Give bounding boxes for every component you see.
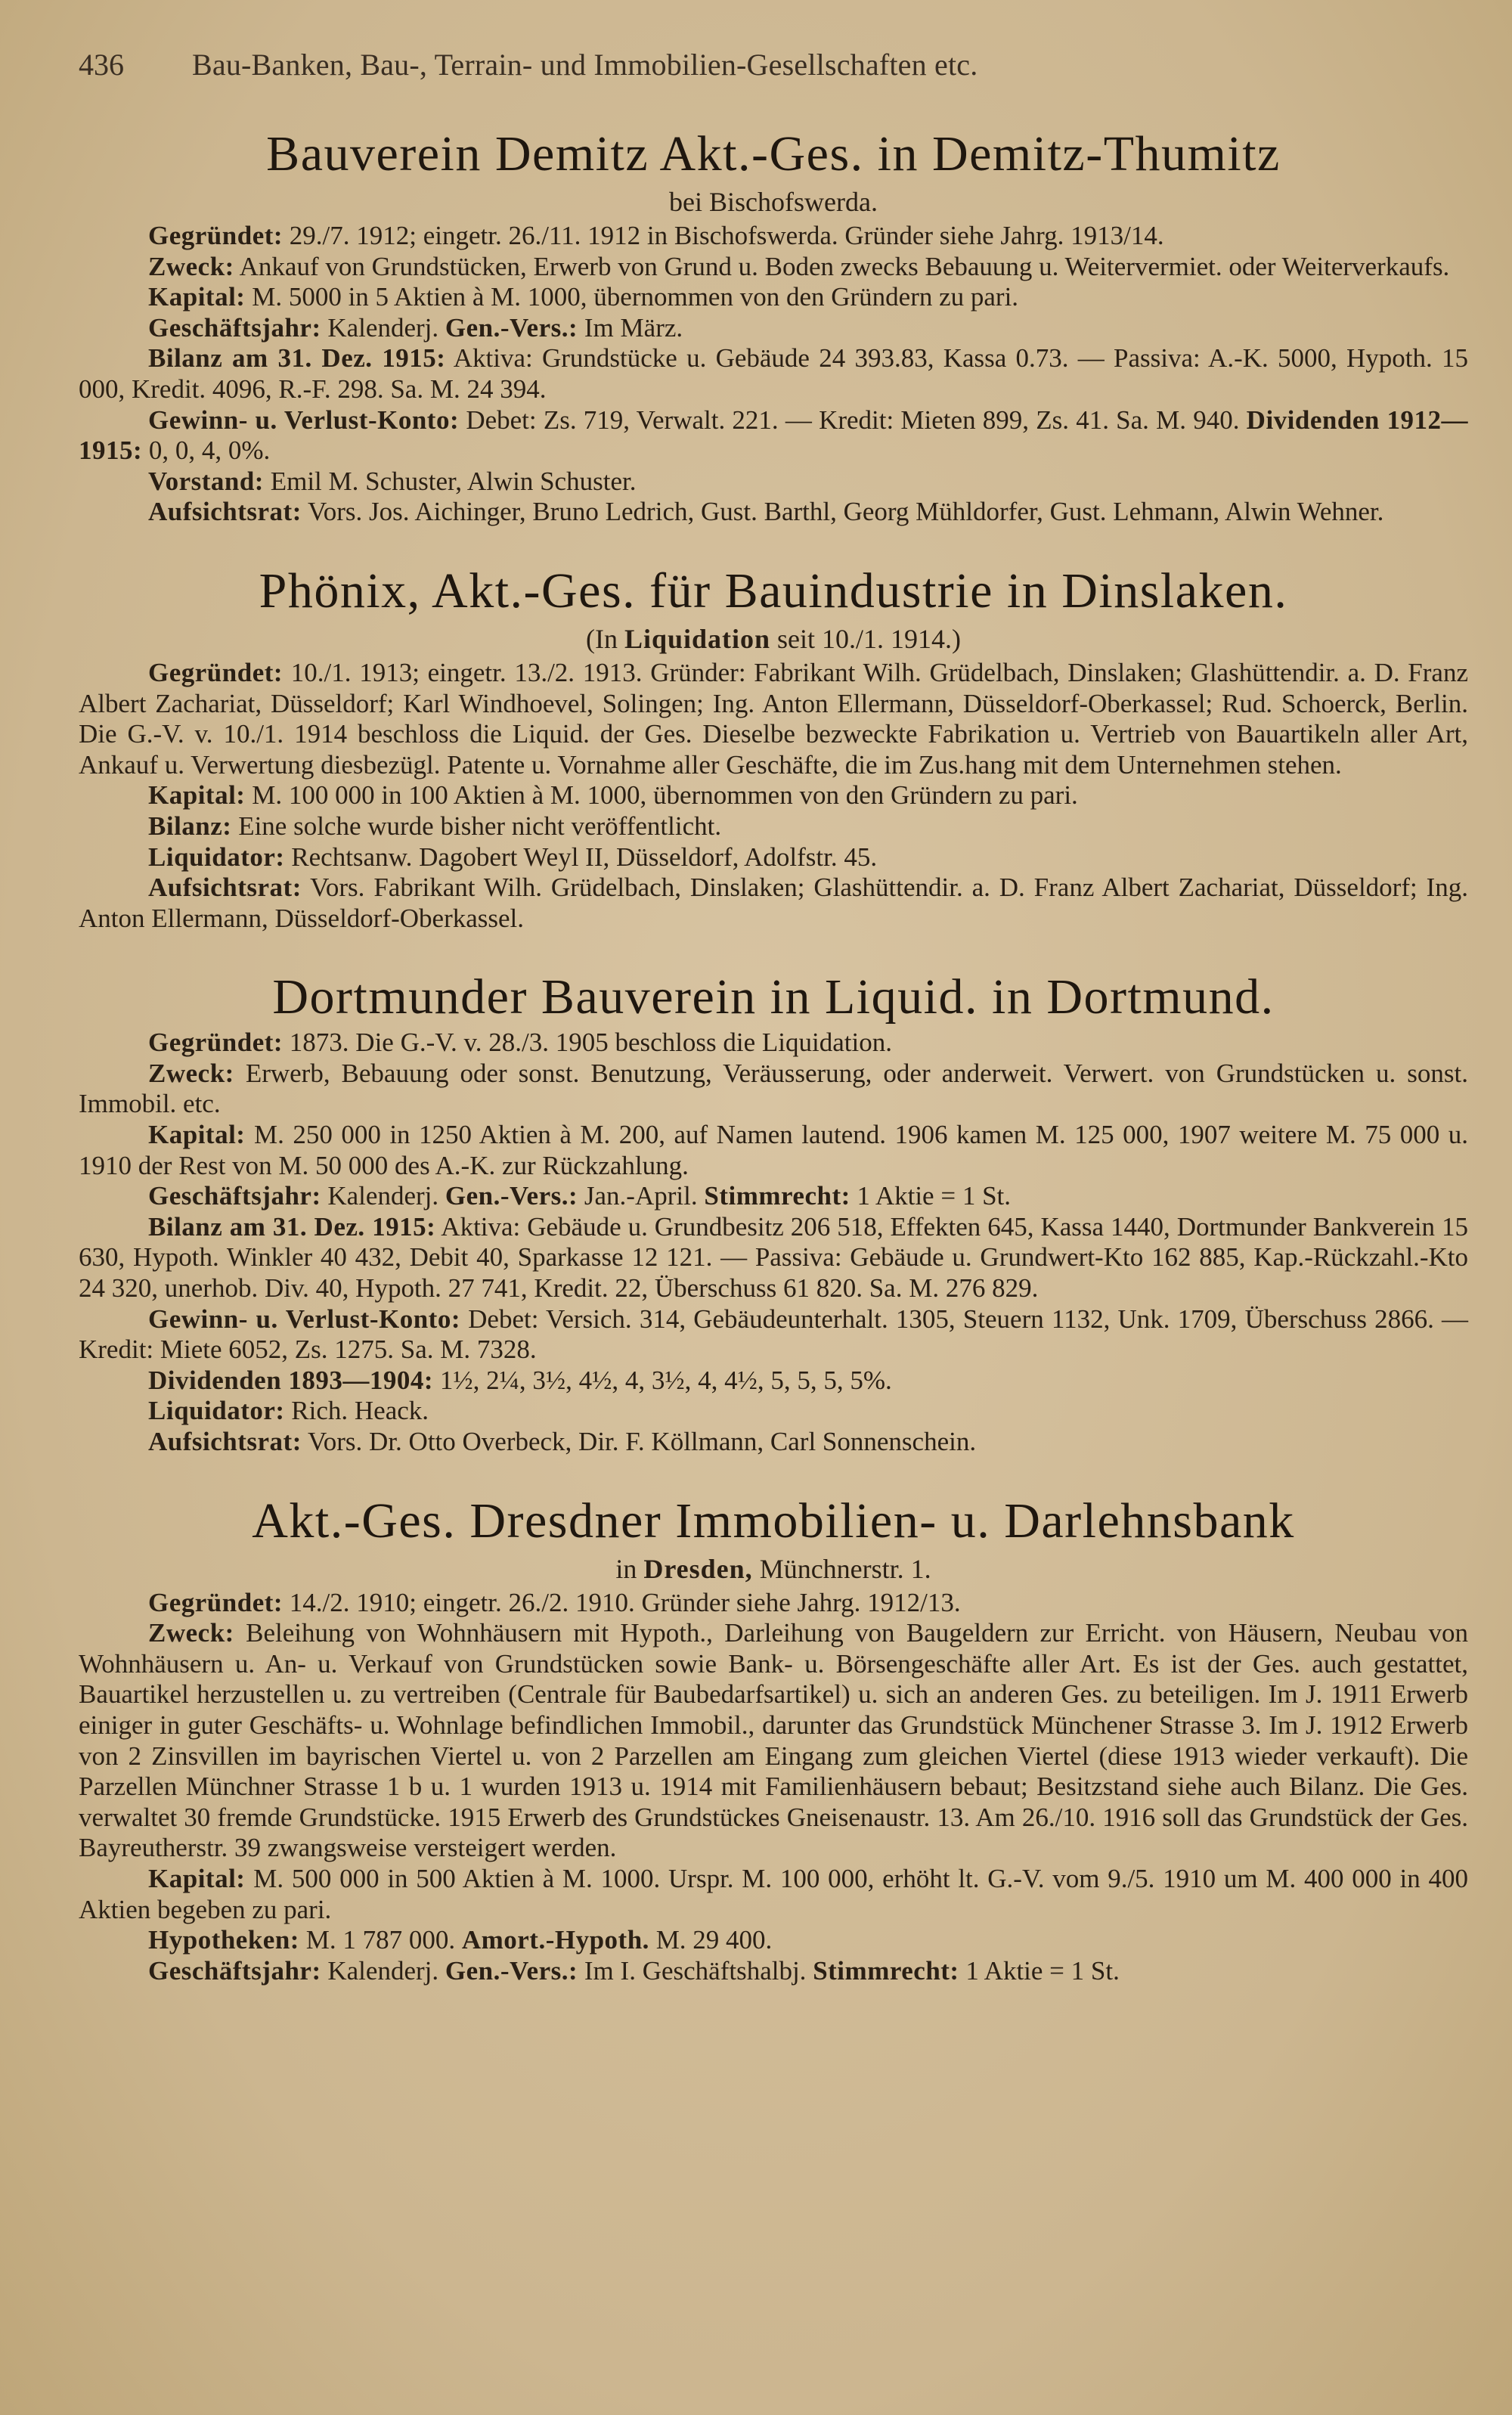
field-label: Gegründet: bbox=[148, 657, 284, 687]
field-text: 1 Aktie = 1 St. bbox=[965, 1955, 1120, 1986]
field-text: Aktiva: Gebäude u. Grundbesitz 206 518, Effekten 645, Kassa 1440, Dortmunder Bankverein 15 630, Hypoth. Winkler 40 432, Debit 40, Sparkasse 12 121. — Passiva: Gebäude u. Grundwert-Kto 162 885, Kap.-Rückzahl.-Kto 24 320, unerhob. Div. 40, Hypoth. 27 741, Kredit. 22, Überschuss 61 820. Sa. M. 276 829. bbox=[79, 1211, 1468, 1304]
location-prefix: (In bbox=[585, 623, 618, 654]
company-title: Dortmunder Bauverein in Liquid. in Dortmund. bbox=[272, 969, 1275, 1025]
company-entry bbox=[79, 124, 1468, 528]
field-text: 14./2. 1910; eingetr. 26./2. 1910. Gründer siehe Jahrg. 1912/13. bbox=[289, 1587, 961, 1617]
field-text: Debet: Zs. 719, Verwalt. 221. — Kredit: Mieten 899, Zs. 41. Sa. M. 940. bbox=[466, 405, 1240, 435]
entry-paragraph bbox=[79, 842, 1468, 873]
entry-paragraph bbox=[79, 1864, 1468, 1925]
entry-paragraph bbox=[79, 252, 1468, 283]
field-label: Gewinn- u. Verlust-Konto: bbox=[148, 1304, 460, 1334]
location-bold: Liquidation bbox=[624, 623, 771, 654]
field-text: Erwerb, Bebauung oder sonst. Benutzung, Veräusserung, oder anderweit. Verwert. von Grundstücken u. sonst. Immobil. etc. bbox=[79, 1058, 1468, 1119]
field-label: Bilanz am 31. Dez. 1915: bbox=[148, 343, 446, 374]
field-label: Aufsichtsrat: bbox=[148, 497, 302, 527]
field-text: Vors. Dr. Otto Overbeck, Dir. F. Köllmann, Carl Sonnenschein. bbox=[308, 1427, 977, 1456]
field-text: M. 5000 in 5 Aktien à M. 1000, übernommen von den Gründern zu pari. bbox=[252, 282, 1019, 312]
field-label: Amort.-Hypoth. bbox=[461, 1925, 649, 1955]
field-text: Kalenderj. bbox=[327, 1181, 439, 1211]
field-label: Gen.-Vers.: bbox=[445, 1181, 578, 1211]
entry-paragraph bbox=[79, 343, 1468, 405]
field-label: Dividenden 1912—1915: bbox=[79, 405, 1469, 466]
field-text: Aktiva: Grundstücke u. Gebäude 24 393.83, Kassa 0.73. — Passiva: A.-K. 5000, Hypoth. 15 000, Kredit. 4096, R.-F. 298. Sa. M. 24 394. bbox=[79, 343, 1469, 404]
field-label: Kapital: bbox=[148, 1120, 246, 1150]
field-label: Liquidator: bbox=[148, 1396, 285, 1426]
company-location bbox=[79, 1552, 1468, 1586]
entry-paragraph bbox=[79, 1304, 1468, 1366]
entry-paragraph bbox=[79, 1396, 1468, 1427]
field-text: M. 29 400. bbox=[655, 1925, 773, 1955]
entry-paragraph bbox=[79, 1427, 1468, 1458]
entry-paragraph bbox=[79, 1956, 1468, 1987]
field-label: Liquidator: bbox=[148, 842, 285, 872]
field-text: 29./7. 1912; eingetr. 26./11. 1912 in Bischofswerda. Gründer siehe Jahrg. 1913/14. bbox=[289, 221, 1164, 250]
company-entry bbox=[79, 561, 1468, 934]
field-label: Gegründet: bbox=[148, 1587, 284, 1617]
page-number: 436 bbox=[79, 48, 124, 82]
field-label: Aufsichtsrat: bbox=[148, 873, 302, 903]
field-text: 0, 0, 4, 0%. bbox=[148, 436, 271, 466]
entry-paragraph bbox=[79, 282, 1468, 313]
entry-paragraph bbox=[79, 873, 1468, 934]
field-label: Vorstand: bbox=[148, 466, 264, 496]
field-text: Rich. Heack. bbox=[291, 1396, 429, 1426]
entry-paragraph bbox=[79, 1588, 1468, 1619]
entry-paragraph bbox=[79, 1181, 1468, 1212]
field-label: Kapital: bbox=[148, 780, 246, 811]
field-text: 1 Aktie = 1 St. bbox=[857, 1181, 1012, 1211]
field-text: Kalenderj. bbox=[327, 312, 439, 343]
field-label: Stimmrecht: bbox=[704, 1181, 850, 1211]
entry-paragraph bbox=[79, 467, 1468, 498]
location-bold: Dresden, bbox=[643, 1553, 753, 1584]
field-label: Gegründet: bbox=[148, 1028, 284, 1058]
entry-paragraph bbox=[79, 1028, 1468, 1059]
field-label: Zweck: bbox=[148, 1618, 234, 1648]
field-text: 10./1. 1913; eingetr. 13./2. 1913. Gründer: Fabrikant Wilh. Grüdelbach, Dinslaken; Glashüttendir. a. D. Franz Albert Zachariat, Düsseldorf; Karl Windhoevel, Solingen; Ing. Anton Ellermann, Düsseldorf-Oberkassel; Rud. Schoerck, Berlin. Die G.-V. v. 10./1. 1914 beschloss die Liquid. der Ges. Dieselbe bezweckte Fabrikation u. Vertrieb von Bauartikeln aller Art, Ankauf u. Verwertung diesbezügl. Patente u. Vornahme aller Geschäfte, die im Zus.hang mit dem Unternehmen stehen. bbox=[79, 657, 1469, 780]
field-text: Debet: Versich. 314, Gebäudeunterhalt. 1305, Steuern 1132, Unk. 1709, Überschuss 2866. — Kredit: Miete 6052, Zs. 1275. Sa. M. 7328. bbox=[79, 1304, 1468, 1365]
field-label: Hypotheken: bbox=[148, 1925, 299, 1955]
field-text: Jan.-April. bbox=[584, 1181, 698, 1211]
company-entry bbox=[79, 1491, 1468, 1987]
field-label: Geschäftsjahr: bbox=[148, 1955, 321, 1986]
field-text: Vors. Fabrikant Wilh. Grüdelbach, Dinslaken; Glashüttendir. a. D. Franz Albert Zachariat, Düsseldorf; Ing. Anton Ellermann, Düsseldorf-Oberkassel. bbox=[79, 873, 1468, 933]
entry-paragraph bbox=[79, 811, 1468, 842]
entry-paragraph bbox=[79, 497, 1468, 528]
company-title: Phönix, Akt.-Ges. für Bauindustrie in Dinslaken. bbox=[259, 563, 1288, 618]
entry-paragraph bbox=[79, 1366, 1468, 1397]
field-label: Zweck: bbox=[148, 1058, 234, 1088]
company-title: Bauverein Demitz Akt.-Ges. in Demitz-Thumitz bbox=[266, 126, 1281, 181]
field-label: Geschäftsjahr: bbox=[148, 312, 321, 343]
field-text: Im I. Geschäftshalbj. bbox=[584, 1955, 807, 1986]
entry-paragraph bbox=[79, 405, 1468, 467]
field-text: Beleihung von Wohnhäusern mit Hypoth., Darleihung von Baugeldern zur Erricht. von Häusern, Neubau von Wohnhäusern u. An- u. Verkauf von Grundstücken sowie Bank- u. Börsengeschäfte aller Art. Es ist der Ges. auch gestattet, Bauartikel herzustellen u. zu vertreiben (Centrale für Baubedarfsartikel) u. sich an anderen Ges. zu beteiligen. Im J. 1911 Erwerb einiger in guter Geschäfts- u. Wohnlage befindlichen Immobil., darunter das Grundstück Münchener Strasse 3. Im J. 1912 Erwerb von 2 Zinsvillen im bayrischen Viertel u. von 2 Parzellen am Eingang zum gleichen Viertel (diese 1913 wieder verkauft). Die Parzellen Münchner Strasse 1 b u. 1 wurden 1913 u. 1914 mit Familienhäusern bebaut; Besitzstand siehe auch Bilanz. Die Ges. verwaltet 30 fremde Grundstücke. 1915 Erwerb des Grundstückes Gneisenaustr. 13. Am 26./10. 1916 soll das Grundstück der Ges. Bayreutherstr. 39 zwangsweise versteigert werden. bbox=[79, 1618, 1468, 1863]
entry-paragraph bbox=[79, 1618, 1468, 1864]
location-suffix: Münchnerstr. 1. bbox=[759, 1553, 931, 1584]
running-head bbox=[79, 47, 1468, 91]
field-label: Gen.-Vers.: bbox=[445, 1955, 578, 1986]
entry-paragraph bbox=[79, 221, 1468, 252]
location-suffix: seit 10./1. 1914.) bbox=[777, 623, 962, 654]
field-label: Geschäftsjahr: bbox=[148, 1181, 321, 1211]
entry-paragraph bbox=[79, 313, 1468, 344]
field-label: Zweck: bbox=[148, 251, 234, 281]
running-title: Bau-Banken, Bau-, Terrain- und Immobilien-Gesellschaften etc. bbox=[192, 48, 978, 82]
field-text: M. 250 000 in 1250 Aktien à M. 200, auf Namen lautend. 1906 kamen M. 125 000, 1907 weitere M. 75 000 u. 1910 der Rest von M. 50 000 des A.-K. zur Rückzahlung. bbox=[79, 1120, 1469, 1180]
field-text: M. 1 787 000. bbox=[305, 1925, 456, 1955]
entry-paragraph bbox=[79, 780, 1468, 811]
field-label: Bilanz: bbox=[148, 811, 232, 841]
field-text: 1873. Die G.-V. v. 28./3. 1905 beschloss die Liquidation. bbox=[289, 1028, 892, 1058]
company-title: Akt.-Ges. Dresdner Immobilien- u. Darlehnsbank bbox=[252, 1493, 1295, 1549]
field-text: Ankauf von Grundstücken, Erwerb von Grund u. Boden zwecks Bebauung u. Weitervermiet. oder Weiterverkaufs. bbox=[239, 251, 1450, 281]
field-label: Bilanz am 31. Dez. 1915: bbox=[148, 1211, 436, 1242]
field-label: Gen.-Vers.: bbox=[445, 312, 578, 343]
field-label: Gegründet: bbox=[148, 221, 284, 250]
field-label: Kapital: bbox=[148, 282, 246, 312]
field-text: M. 100 000 in 100 Aktien à M. 1000, übernommen von den Gründern zu pari. bbox=[252, 780, 1078, 811]
field-text: 1½, 2¼, 3½, 4½, 4, 3½, 4, 4½, 5, 5, 5, 5%. bbox=[439, 1365, 892, 1395]
field-text: Kalenderj. bbox=[327, 1955, 439, 1986]
field-label: Dividenden 1893—1904: bbox=[148, 1365, 434, 1395]
field-text: Im März. bbox=[584, 312, 683, 343]
location-prefix: in bbox=[615, 1553, 637, 1584]
entry-paragraph bbox=[79, 658, 1468, 780]
field-text: M. 500 000 in 500 Aktien à M. 1000. Urspr. M. 100 000, erhöht lt. G.-V. vom 9./5. 1910 um M. 400 000 in 400 Aktien begeben zu pari. bbox=[79, 1863, 1468, 1924]
field-text: Rechtsanw. Dagobert Weyl II, Düsseldorf, Adolfstr. 45. bbox=[291, 842, 878, 872]
entry-paragraph bbox=[79, 1120, 1468, 1181]
field-text: Vors. Jos. Aichinger, Bruno Ledrich, Gust. Barthl, Georg Mühldorfer, Gust. Lehmann, Alwin Wehner. bbox=[308, 497, 1384, 527]
field-label: Gewinn- u. Verlust-Konto: bbox=[148, 405, 460, 435]
entry-paragraph bbox=[79, 1925, 1468, 1956]
company-location bbox=[79, 622, 1468, 656]
entry-paragraph bbox=[79, 1059, 1468, 1120]
company-location: bei Bischofswerda. bbox=[669, 187, 878, 217]
field-label: Kapital: bbox=[148, 1863, 246, 1893]
company-entry bbox=[79, 967, 1468, 1457]
entry-paragraph bbox=[79, 1212, 1468, 1304]
field-text: Emil M. Schuster, Alwin Schuster. bbox=[270, 466, 637, 496]
field-label: Stimmrecht: bbox=[813, 1955, 959, 1986]
field-label: Aufsichtsrat: bbox=[148, 1427, 302, 1456]
field-text: Eine solche wurde bisher nicht veröffentlicht. bbox=[238, 811, 722, 841]
